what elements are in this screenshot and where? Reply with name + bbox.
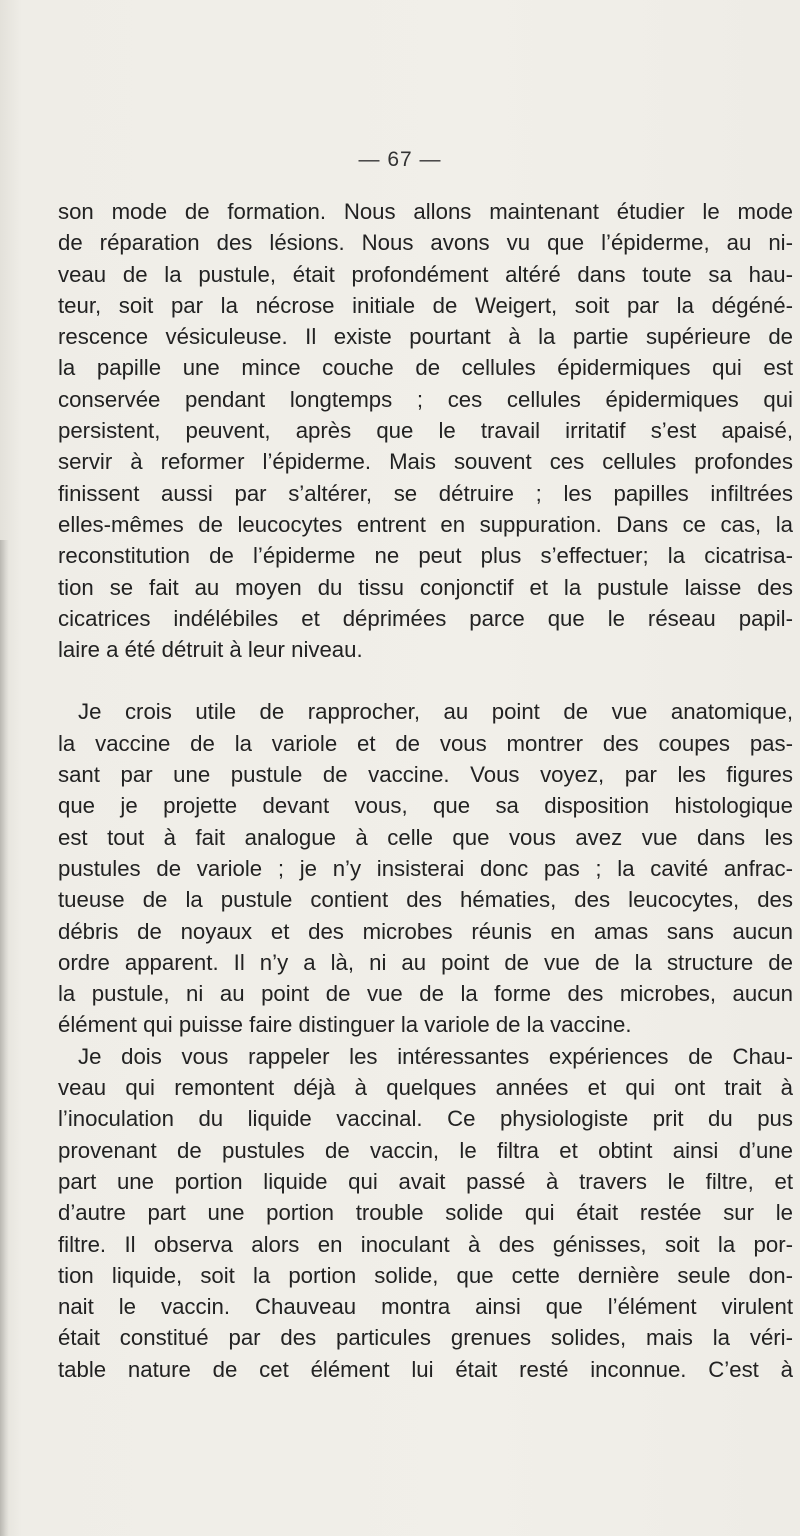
paragraph (58, 696, 793, 1040)
text-line: laire a été détruit à leur niveau. (58, 637, 363, 663)
text-line: servir à reformer l’épiderme. Mais souvent ces cellules profondes (58, 449, 793, 475)
paragraph (58, 1041, 793, 1385)
text-line: persistent, peuvent, après que le travail irritatif s’est apaisé, (58, 418, 793, 444)
text-line: tion se fait au moyen du tissu conjonctif et la pustule laisse des (58, 574, 793, 600)
text-line: son mode de formation. Nous allons maintenant étudier le mode (58, 199, 793, 224)
text-line: d’autre part une portion trouble solide qui était restée sur le (58, 1200, 793, 1226)
text-line: tueuse de la pustule contient des hématies, des leucocytes, des (58, 887, 793, 913)
text-line: est tout à fait analogue à celle que vous avez vue dans les (58, 824, 793, 850)
text-line: ordre apparent. Il n’y a là, ni au point de vue de la structure de (58, 949, 793, 975)
text-line: pustules de variole ; je n’y insisterai donc pas ; la cavité anfrac- (58, 855, 793, 881)
text-line: débris de noyaux et des microbes réunis en amas sans aucun (58, 918, 793, 944)
text-line: reconstitution de l’épiderme ne peut plus s’effectuer; la cicatrisa- (58, 543, 793, 569)
text-line: de réparation des lésions. Nous avons vu que l’épiderme, au ni- (58, 230, 793, 256)
text-line: élément qui puisse faire distinguer la variole de la vaccine. (58, 1012, 632, 1038)
text-line: Je crois utile de rapprocher, au point de vue anatomique, (78, 699, 793, 725)
text-line: finissent aussi par s’altérer, se détruire ; les papilles infiltrées (58, 480, 793, 506)
text-line: la pustule, ni au point de vue de la forme des microbes, aucun (58, 981, 793, 1007)
text-line: part une portion liquide qui avait passé à travers le filtre, et (58, 1168, 793, 1194)
paragraph-gap (58, 665, 793, 696)
text-line: table nature de cet élément lui était resté inconnue. C’est à (58, 1356, 793, 1382)
text-line: conservée pendant longtemps ; ces cellules épidermiques qui (58, 386, 793, 412)
text-line: veau de la pustule, était profondément altéré dans toute sa hau- (58, 261, 793, 287)
text-line: était constitué par des particules grenues solides, mais la véri- (58, 1325, 793, 1351)
text-line: filtre. Il observa alors en inoculant à des génisses, soit la por- (58, 1231, 793, 1257)
text-line: teur, soit par la nécrose initiale de Weigert, soit par la dégéné- (58, 292, 793, 318)
text-line: nait le vaccin. Chauveau montra ainsi que l’élément virulent (58, 1294, 793, 1320)
text-line: la vaccine de la variole et de vous montrer des coupes pas- (58, 730, 793, 756)
page-spine-shadow (0, 540, 9, 1536)
page-number: — 67 — (358, 148, 442, 171)
text-line: provenant de pustules de vaccin, le filtra et obtint ainsi d’une (58, 1137, 793, 1163)
text-line: elles-mêmes de leucocytes entrent en suppuration. Dans ce cas, la (58, 511, 793, 537)
text-line: la papille une mince couche de cellules épidermiques qui est (58, 355, 793, 381)
body-text (58, 196, 793, 1385)
paragraph (58, 196, 793, 665)
text-line: l’inoculation du liquide vaccinal. Ce physiologiste prit du pus (58, 1106, 793, 1132)
text-line: que je projette devant vous, que sa disposition histologique (58, 793, 793, 819)
text-line: sant par une pustule de vaccine. Vous voyez, par les figures (58, 762, 793, 788)
text-line: cicatrices indélébiles et déprimées parce que le réseau papil- (58, 605, 793, 631)
text-line: tion liquide, soit la portion solide, que cette dernière seule don- (58, 1262, 793, 1288)
text-line: veau qui remontent déjà à quelques années et qui ont trait à (58, 1075, 793, 1101)
text-line: Je dois vous rappeler les intéressantes expériences de Chau- (78, 1043, 793, 1069)
text-line: rescence vésiculeuse. Il existe pourtant à la partie supérieure de (58, 324, 793, 350)
